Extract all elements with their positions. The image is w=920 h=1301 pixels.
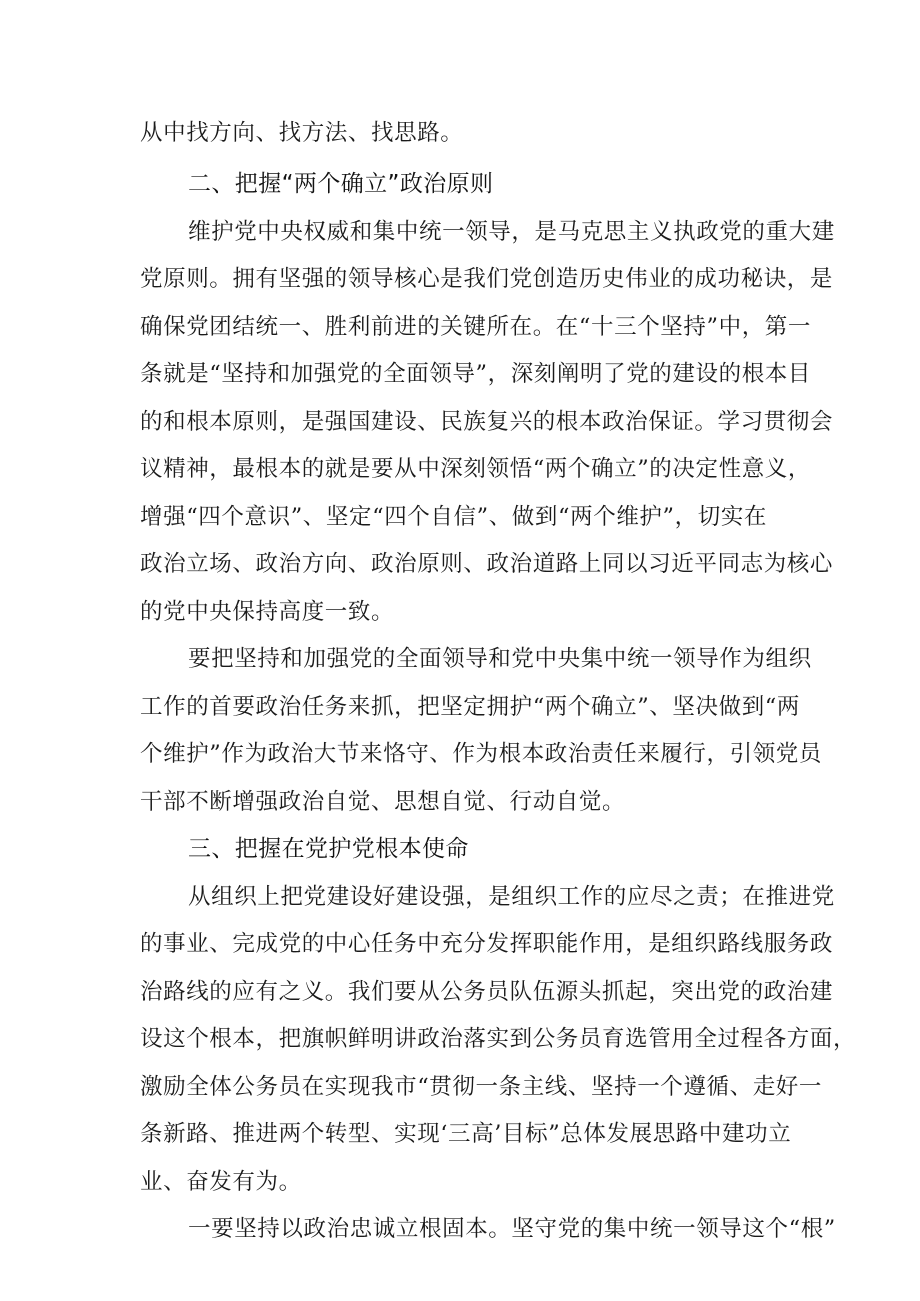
paragraph-line: 从中找方向、找方法、找思路。 bbox=[140, 120, 464, 146]
paragraph-line: 党原则。拥有坚强的领导核心是我们党创造历史伟业的成功秘诀，是 bbox=[140, 266, 834, 292]
paragraph-line: 设这个根本，把旗帜鲜明讲政治落实到公务员育选管用全过程各方面， bbox=[140, 1026, 857, 1052]
section-heading-2: 二、把握“两个确立”政治原则 bbox=[188, 171, 494, 197]
paragraph-line: 个维护”作为政治大节来恪守、作为根本政治责任来履行，引领党员 bbox=[140, 741, 823, 767]
paragraph-line: 确保党团结统一、胜利前进的关键所在。在“十三个坚持”中，第一 bbox=[140, 314, 812, 340]
paragraph-line: 业、奋发有为。 bbox=[140, 1169, 302, 1195]
paragraph-line: 要把坚持和加强党的全面领导和党中央集中统一领导作为组织 bbox=[188, 646, 812, 672]
paragraph-line: 一要坚持以政治忠诚立根固本。坚守党的集中统一领导这个“根” bbox=[188, 1216, 836, 1242]
paragraph-line: 的党中央保持高度一致。 bbox=[140, 599, 395, 625]
paragraph-line: 议精神，最根本的就是要从中深刻领悟“两个确立”的决定性意义， bbox=[140, 456, 812, 482]
paragraph-line: 干部不断增强政治自觉、思想自觉、行动自觉。 bbox=[140, 789, 626, 815]
section-heading-3: 三、把握在党护党根本使命 bbox=[188, 836, 469, 862]
paragraph-line: 政治立场、政治方向、政治原则、政治道路上同以习近平同志为核心 bbox=[140, 551, 834, 577]
paragraph-line: 的和根本原则，是强国建设、民族复兴的根本政治保证。学习贯彻会 bbox=[140, 409, 834, 435]
paragraph-line: 增强“四个意识”、坚定“四个自信”、做到“两个维护”，切实在 bbox=[140, 504, 768, 530]
paragraph-line: 工作的首要政治任务来抓，把坚定拥护“两个确立”、坚决做到“两 bbox=[140, 694, 801, 720]
paragraph-line: 激励全体公务员在实现我市“贯彻一条主线、坚持一个遵循、走好一 bbox=[140, 1074, 823, 1100]
paragraph-line: 从组织上把党建设好建设强，是组织工作的应尽之责；在推进党 bbox=[188, 884, 835, 910]
paragraph-line: 维护党中央权威和集中统一领导，是马克思主义执政党的重大建 bbox=[188, 219, 835, 245]
paragraph-line: 条新路、推进两个转型、实现‘三高’目标”总体发展思路中建功立 bbox=[140, 1121, 792, 1147]
paragraph-line: 的事业、完成党的中心任务中充分发挥职能作用，是组织路线服务政 bbox=[140, 931, 834, 957]
paragraph-line: 条就是“坚持和加强党的全面领导”，深刻阐明了党的建设的根本目 bbox=[140, 361, 812, 387]
paragraph-line: 治路线的应有之义。我们要从公务员队伍源头抓起，突出党的政治建 bbox=[140, 979, 834, 1005]
